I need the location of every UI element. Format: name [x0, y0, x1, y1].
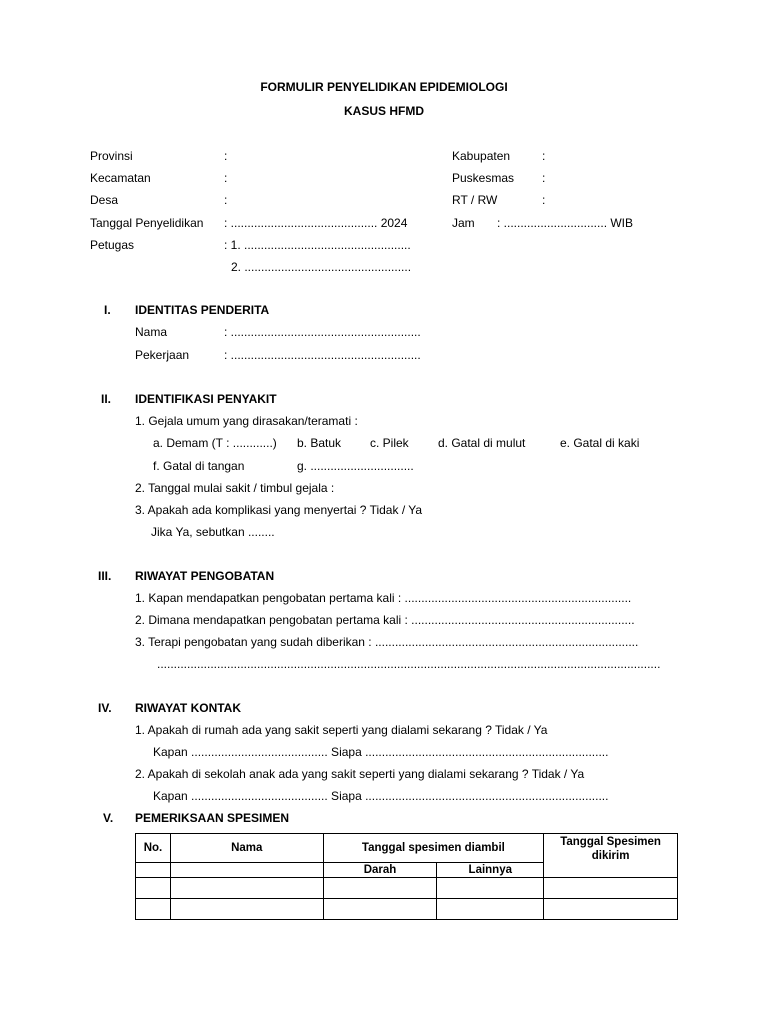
pekerjaan-field: : ......................................................... — [224, 348, 421, 362]
treatment-when: 1. Kapan mendapatkan pengobatan pertama kali : .................................................................... — [135, 591, 632, 605]
table-cell — [437, 878, 544, 899]
form-title: FORMULIR PENYELIDIKAN EPIDEMIOLOGI — [260, 80, 508, 94]
label-provinsi: Provinsi — [90, 149, 133, 163]
complication-question: 3. Apakah ada komplikasi yang menyertai ? Tidak / Ya — [135, 503, 423, 517]
label-pekerjaan: Pekerjaan — [135, 348, 190, 362]
section-4-title: RIWAYAT KONTAK — [135, 701, 242, 715]
colon-kecamatan: : — [224, 171, 228, 185]
section-2-number: II. — [101, 392, 112, 406]
section-1-title: IDENTITAS PENDERITA — [135, 303, 270, 317]
colon-rt-rw: : — [542, 193, 546, 207]
contact-home-detail: Kapan ......................................... Siapa ......................................................................... — [153, 745, 609, 759]
col-header-tanggal-dikirim: Tanggal Spesimen dikirim — [544, 834, 678, 878]
col-header-no: No. — [136, 834, 171, 863]
colon-provinsi: : — [224, 149, 228, 163]
symptom-c: c. Pilek — [370, 436, 409, 450]
table-cell — [323, 899, 437, 920]
label-kabupaten: Kabupaten — [452, 149, 511, 163]
table-row — [136, 878, 678, 899]
treatment-therapy-cont: ....................................................................................................................................................... — [157, 657, 661, 671]
treatment-where: 2. Dimana mendapatkan pengobatan pertama kali : ................................................................... — [135, 613, 635, 627]
label-petugas: Petugas — [90, 238, 135, 252]
section-3-number: III. — [98, 569, 112, 583]
symptom-e: e. Gatal di kaki — [560, 436, 640, 450]
colon-kabupaten: : — [542, 149, 546, 163]
table-cell — [544, 899, 678, 920]
table-cell — [544, 878, 678, 899]
tanggal-penyelidikan-field: : ............................................ 2024 — [224, 216, 408, 230]
table-cell — [323, 878, 437, 899]
section-5-title: PEMERIKSAAN SPESIMEN — [135, 811, 290, 825]
contact-school-question: 2. Apakah di sekolah anak ada yang sakit seperti yang dialami sekarang ? Tidak / Ya — [135, 767, 585, 781]
table-cell — [170, 878, 323, 899]
petugas-2-field: 2. .................................................. — [231, 260, 412, 274]
symptom-a: a. Demam (T : ............) — [153, 436, 277, 450]
table-cell — [136, 899, 171, 920]
complication-detail: Jika Ya, sebutkan ........ — [151, 525, 275, 539]
table-cell — [136, 878, 171, 899]
section-4-number: IV. — [98, 701, 112, 715]
label-kecamatan: Kecamatan — [90, 171, 151, 185]
jam-field: : ............................... WIB — [497, 216, 634, 230]
label-jam: Jam — [452, 216, 475, 230]
table-cell — [170, 899, 323, 920]
contact-home-question: 1. Apakah di rumah ada yang sakit seperti yang dialami sekarang ? Tidak / Ya — [135, 723, 548, 737]
col-header-nama: Nama — [170, 834, 323, 863]
symptom-d: d. Gatal di mulut — [438, 436, 526, 450]
onset-date-question: 2. Tanggal mulai sakit / timbul gejala : — [135, 481, 335, 495]
contact-school-detail: Kapan ......................................... Siapa ......................................................................... — [153, 789, 609, 803]
table-cell — [437, 899, 544, 920]
label-tanggal-penyelidikan: Tanggal Penyelidikan — [90, 216, 204, 230]
label-nama: Nama — [135, 325, 168, 339]
symptom-f: f. Gatal di tangan — [153, 459, 245, 473]
colon-puskesmas: : — [542, 171, 546, 185]
table-row — [136, 899, 678, 920]
nama-field: : ......................................................... — [224, 325, 421, 339]
petugas-1-field: : 1. .................................................. — [224, 238, 411, 252]
treatment-therapy: 3. Terapi pengobatan yang sudah diberikan : ............................................................................... — [135, 635, 639, 649]
table-cell — [170, 863, 323, 878]
form-subtitle: KASUS HFMD — [344, 104, 424, 118]
symptom-b: b. Batuk — [297, 436, 342, 450]
table-cell — [136, 863, 171, 878]
section-2-title: IDENTIFIKASI PENYAKIT — [135, 392, 277, 406]
col-header-tanggal-diambil: Tanggal spesimen diambil — [323, 834, 544, 863]
label-puskesmas: Puskesmas — [452, 171, 515, 185]
label-rt-rw: RT / RW — [452, 193, 498, 207]
col-header-lainnya: Lainnya — [437, 863, 544, 878]
section-3-title: RIWAYAT PENGOBATAN — [135, 569, 275, 583]
specimen-table — [135, 833, 678, 920]
section-5-number: V. — [103, 811, 114, 825]
label-desa: Desa — [90, 193, 119, 207]
symptom-question: 1. Gejala umum yang dirasakan/teramati : — [135, 414, 358, 428]
section-1-number: I. — [104, 303, 111, 317]
symptom-g: g. ............................... — [297, 459, 414, 473]
col-header-darah: Darah — [323, 863, 437, 878]
colon-desa: : — [224, 193, 228, 207]
